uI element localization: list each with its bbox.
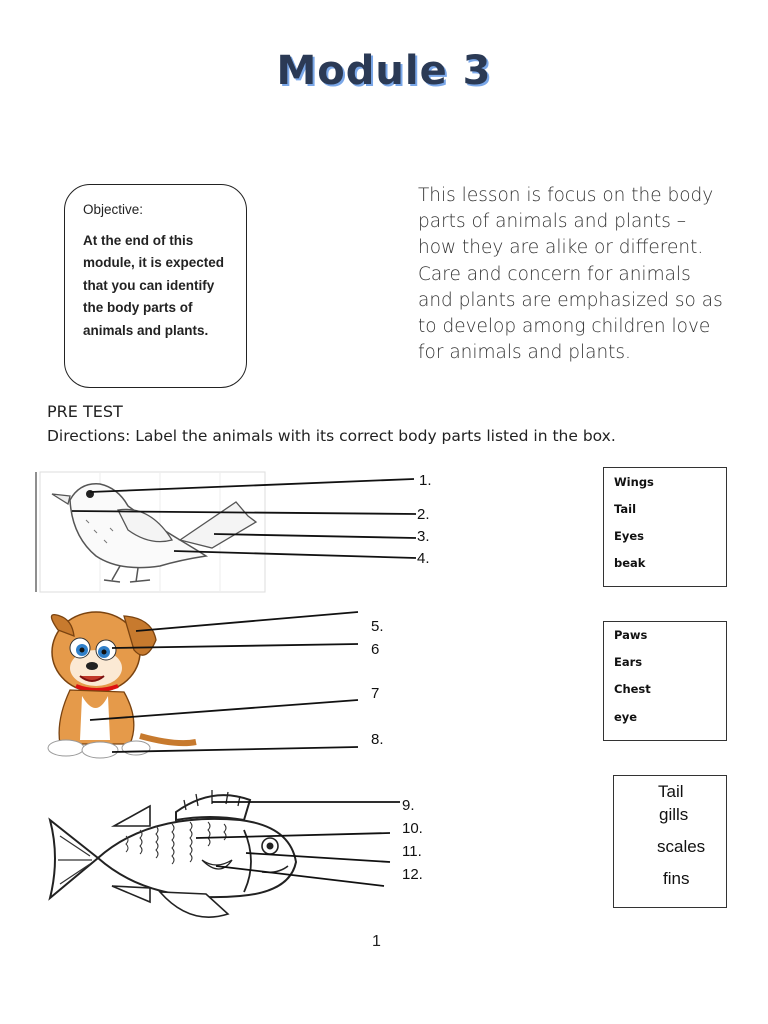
- word-item: Tail: [614, 502, 637, 516]
- objective-text: At the end of this module, it is expected that you can identify the body parts of animals and plants.: [83, 232, 225, 338]
- word-item: Eyes: [614, 529, 644, 543]
- label-number: 10.: [402, 820, 423, 837]
- word-item: Ears: [614, 655, 643, 669]
- label-number: 7: [371, 685, 380, 702]
- dog-word-box: [603, 621, 727, 741]
- word-item: Wings: [614, 475, 654, 489]
- word-item: Tail: [658, 782, 684, 801]
- objective-label: Objective:: [83, 202, 144, 217]
- fish-word-box: [613, 775, 727, 908]
- page-title: Module 3: [276, 48, 492, 94]
- label-number: 12.: [402, 866, 423, 883]
- word-item: fins: [663, 869, 690, 888]
- dog-illustration: [48, 612, 196, 758]
- label-number: 4.: [417, 550, 430, 567]
- label-number: 2.: [417, 506, 430, 523]
- label-number: 6: [371, 641, 380, 658]
- label-number: 5.: [371, 618, 384, 635]
- page-number: 1: [372, 933, 381, 950]
- pretest-heading: PRE TEST: [47, 402, 123, 421]
- word-item: Chest: [614, 682, 651, 696]
- label-number: 3.: [417, 528, 430, 545]
- bird-word-box: [603, 467, 727, 587]
- label-number: 8.: [371, 731, 384, 748]
- label-number: 1.: [419, 472, 432, 489]
- word-item: Paws: [614, 628, 648, 642]
- lesson-description: This lesson is focus on the body parts of animals and plants – how they are alike or different. Care and concern for animals and plants are emphasized so as to develop among children love for animals and plants.: [418, 185, 723, 364]
- label-number: 9.: [402, 797, 415, 814]
- word-item: gills: [659, 805, 689, 824]
- word-item: scales: [657, 837, 706, 856]
- word-item: beak: [614, 556, 646, 570]
- pretest-directions: Directions: Label the animals with its correct body parts listed in the box.: [47, 427, 616, 445]
- word-item: eye: [614, 710, 638, 724]
- label-number: 11.: [402, 843, 422, 860]
